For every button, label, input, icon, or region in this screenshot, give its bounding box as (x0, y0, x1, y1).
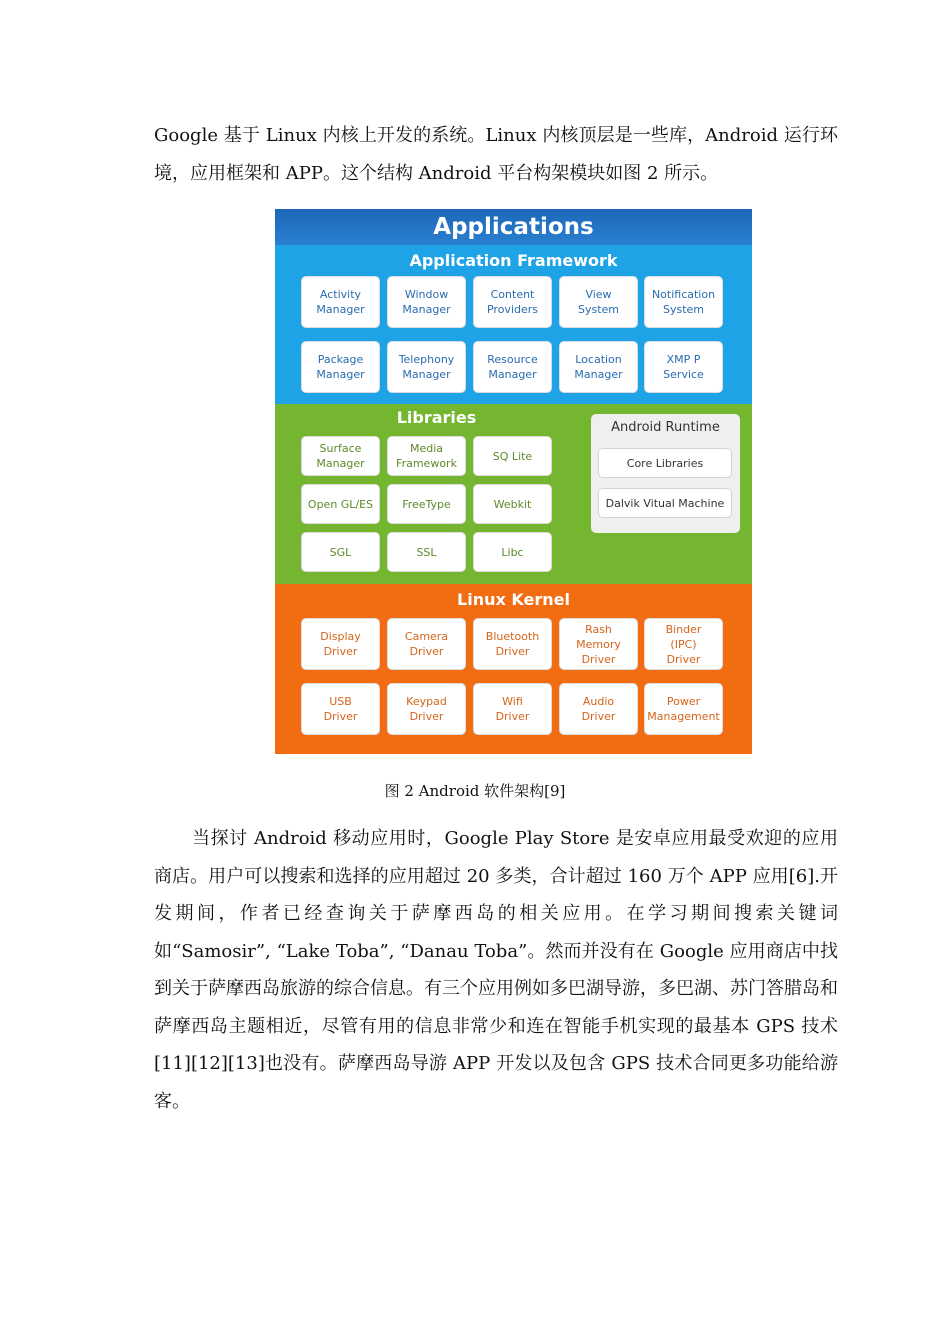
framework-box: Notification System (644, 276, 723, 328)
framework-box: Package Manager (301, 341, 380, 393)
framework-box: XMP P Service (644, 341, 723, 393)
libraries-layer (275, 404, 752, 584)
android-architecture-figure (275, 209, 752, 754)
kernel-box: Rash Memory Driver (559, 618, 638, 670)
libraries-title: Libraries (396, 408, 477, 427)
applications-layer (275, 209, 752, 245)
runtime-box: Dalvik Vitual Machine (598, 488, 732, 518)
library-box: SQ Lite (473, 436, 552, 476)
library-box: Libc (473, 532, 552, 572)
library-box: Media Framework (387, 436, 466, 476)
kernel-box: Display Driver (301, 618, 380, 670)
application-framework-layer (275, 245, 752, 404)
runtime-title: Android Runtime (611, 420, 720, 435)
framework-box: Resource Manager (473, 341, 552, 393)
kernel-box: Keypad Driver (387, 683, 466, 735)
library-box: SSL (387, 532, 466, 572)
kernel-box: Binder (IPC) Driver (644, 618, 723, 670)
framework-box: Content Providers (473, 276, 552, 328)
framework-box: Window Manager (387, 276, 466, 328)
library-box: Open GL/ES (301, 484, 380, 524)
framework-box: View System (559, 276, 638, 328)
kernel-box: USB Driver (301, 683, 380, 735)
intro-paragraph: Google 基于 Linux 内核上开发的系统。Linux 内核顶层是一些库，Android 运行环境，应用框架和 APP。这个结构 Android 平台构架模块如图 2 所示。 (154, 125, 838, 184)
figure-caption: 图 2 Android 软件架构[9] (384, 782, 566, 800)
android-runtime-panel (591, 414, 740, 533)
framework-box: Location Manager (559, 341, 638, 393)
library-box: FreeType (387, 484, 466, 524)
library-box: Surface Manager (301, 436, 380, 476)
body-paragraph: 当探讨 Android 移动应用时，Google Play Store 是安卓应用最受欢迎的应用商店。用户可以搜索和选择的应用超过 20 多类，合计超过 160 万个 APP 应用[6].开发期间，作者已经查询关于萨摩西岛的相关应用。在学习期间搜索关键词如“Samosir”, “Lake Toba”, “Danau Toba”。然而并没有在 Google 应用商店中找到关于萨摩西岛旅游的综合信息。有三个应用例如多巴湖导游，多巴湖、苏门答腊岛和萨摩西岛主题相近，尽管有用的信息非常少和连在智能手机实现的最基本 GPS 技术[11][12][13]也没有。萨摩西岛导游 APP 开发以及包含 GPS 技术合同更多功能给游客。 (154, 828, 838, 1112)
runtime-box: Core Libraries (598, 448, 732, 478)
kernel-title: Linux Kernel (457, 590, 570, 609)
kernel-box: Power Management (644, 683, 723, 735)
framework-box: Activity Manager (301, 276, 380, 328)
framework-title: Application Framework (409, 251, 618, 270)
kernel-box: Camera Driver (387, 618, 466, 670)
library-box: SGL (301, 532, 380, 572)
library-box: Webkit (473, 484, 552, 524)
framework-box: Telephony Manager (387, 341, 466, 393)
linux-kernel-layer (275, 584, 752, 754)
applications-title: Applications (433, 214, 594, 240)
kernel-box: Bluetooth Driver (473, 618, 552, 670)
kernel-box: Wifi Driver (473, 683, 552, 735)
kernel-box: Audio Driver (559, 683, 638, 735)
